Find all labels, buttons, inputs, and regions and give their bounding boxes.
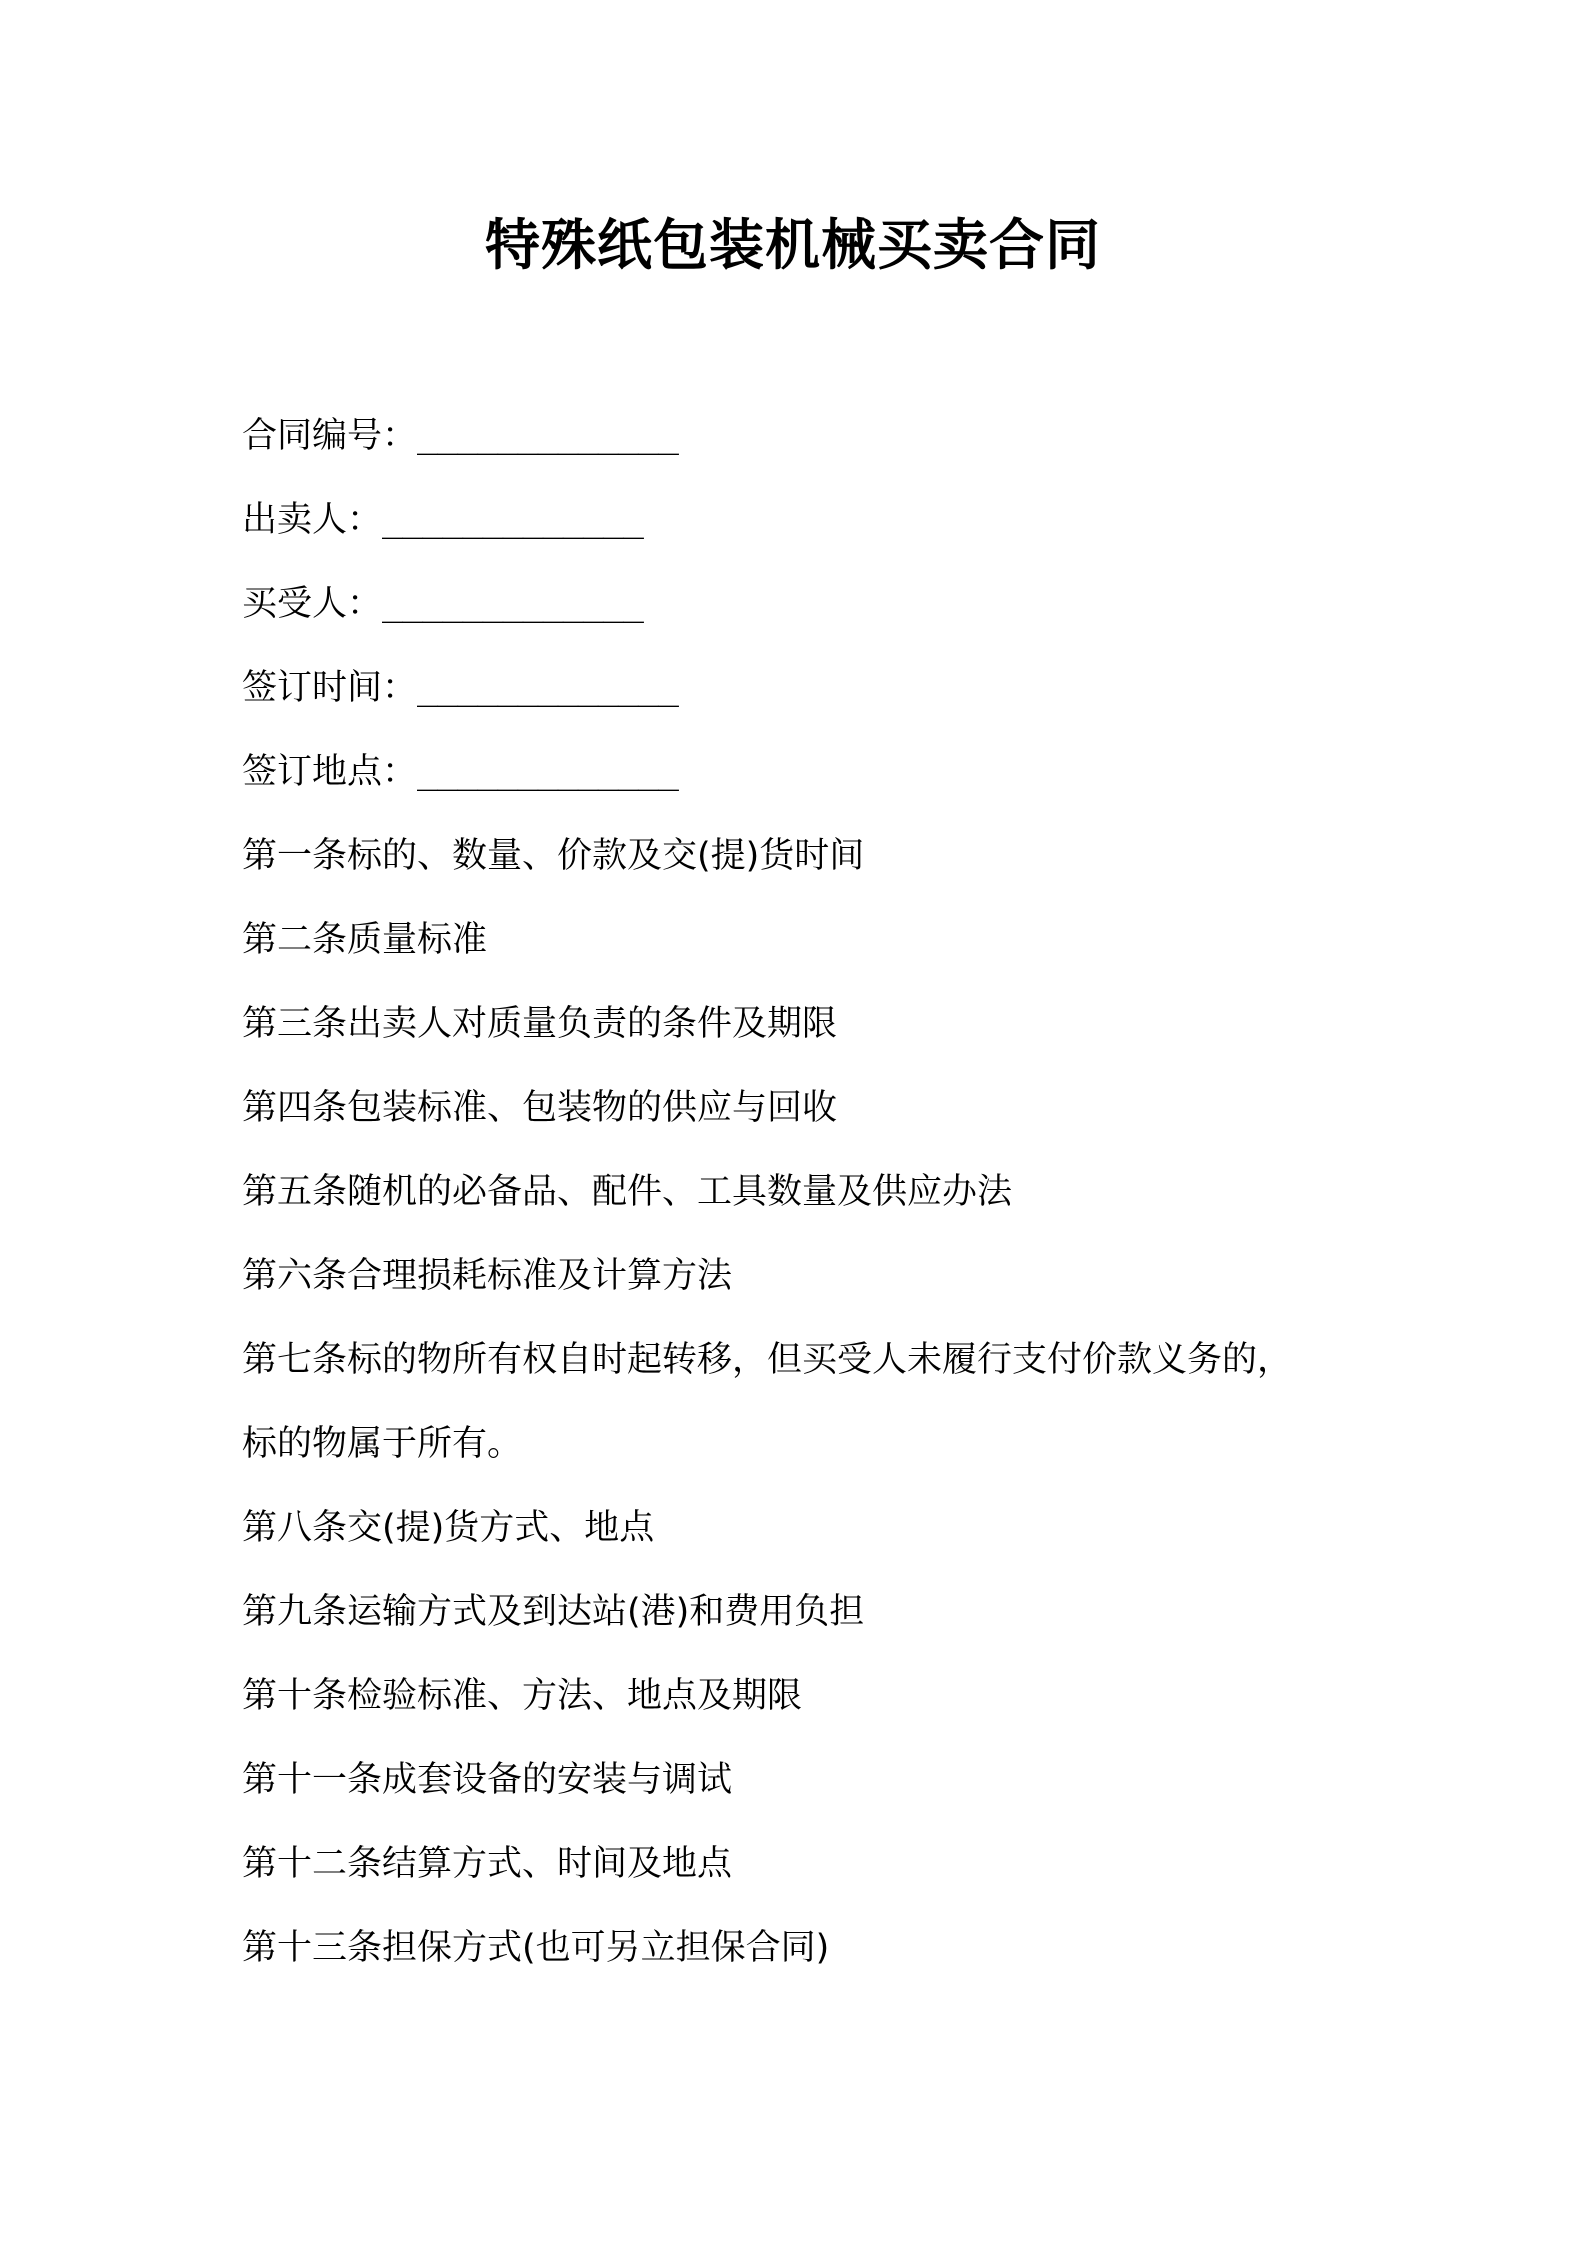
field-blank-line: _____________ <box>382 584 643 624</box>
document-title: 特殊纸包装机械买卖合同 <box>484 213 1101 277</box>
document-body <box>242 401 1392 1997</box>
field-label: 合同编号： <box>242 416 418 456</box>
article-4: 第四条包装标准、包装物的供应与回收 <box>242 1088 838 1128</box>
field-label: 买受人： <box>242 584 383 624</box>
article-10: 第十条检验标准、方法、地点及期限 <box>242 1676 803 1716</box>
article-7-continued: 标的物属于所有。 <box>242 1424 523 1464</box>
article-13: 第十三条担保方式(也可另立担保合同) <box>242 1928 830 1968</box>
field-signing-place <box>242 737 1392 821</box>
field-blank-line: _____________ <box>382 500 643 540</box>
article-1: 第一条标的、数量、价款及交(提)货时间 <box>242 836 865 876</box>
field-blank-line: _____________ <box>417 752 678 792</box>
article-5: 第五条随机的必备品、配件、工具数量及供应办法 <box>242 1172 1013 1212</box>
article-3: 第三条出卖人对质量负责的条件及期限 <box>242 1004 838 1044</box>
field-label: 签订地点： <box>242 752 418 792</box>
article-9: 第九条运输方式及到达站(港)和费用负担 <box>242 1592 865 1632</box>
field-label: 出卖人： <box>242 500 383 540</box>
article-2: 第二条质量标准 <box>242 920 488 960</box>
article-12: 第十二条结算方式、时间及地点 <box>242 1844 733 1884</box>
field-contract-number <box>242 401 1392 485</box>
field-buyer <box>242 569 1392 653</box>
article-11: 第十一条成套设备的安装与调试 <box>242 1760 733 1800</box>
article-7: 第七条标的物所有权自时起转移，但买受人未履行支付价款义务的， <box>242 1340 1293 1380</box>
article-8: 第八条交(提)货方式、地点 <box>242 1508 655 1548</box>
field-signing-time <box>242 653 1392 737</box>
field-blank-line: _____________ <box>417 416 678 456</box>
field-label: 签订时间： <box>242 668 418 708</box>
article-6: 第六条合理损耗标准及计算方法 <box>242 1256 733 1296</box>
field-blank-line: _____________ <box>417 668 678 708</box>
field-seller <box>242 485 1392 569</box>
